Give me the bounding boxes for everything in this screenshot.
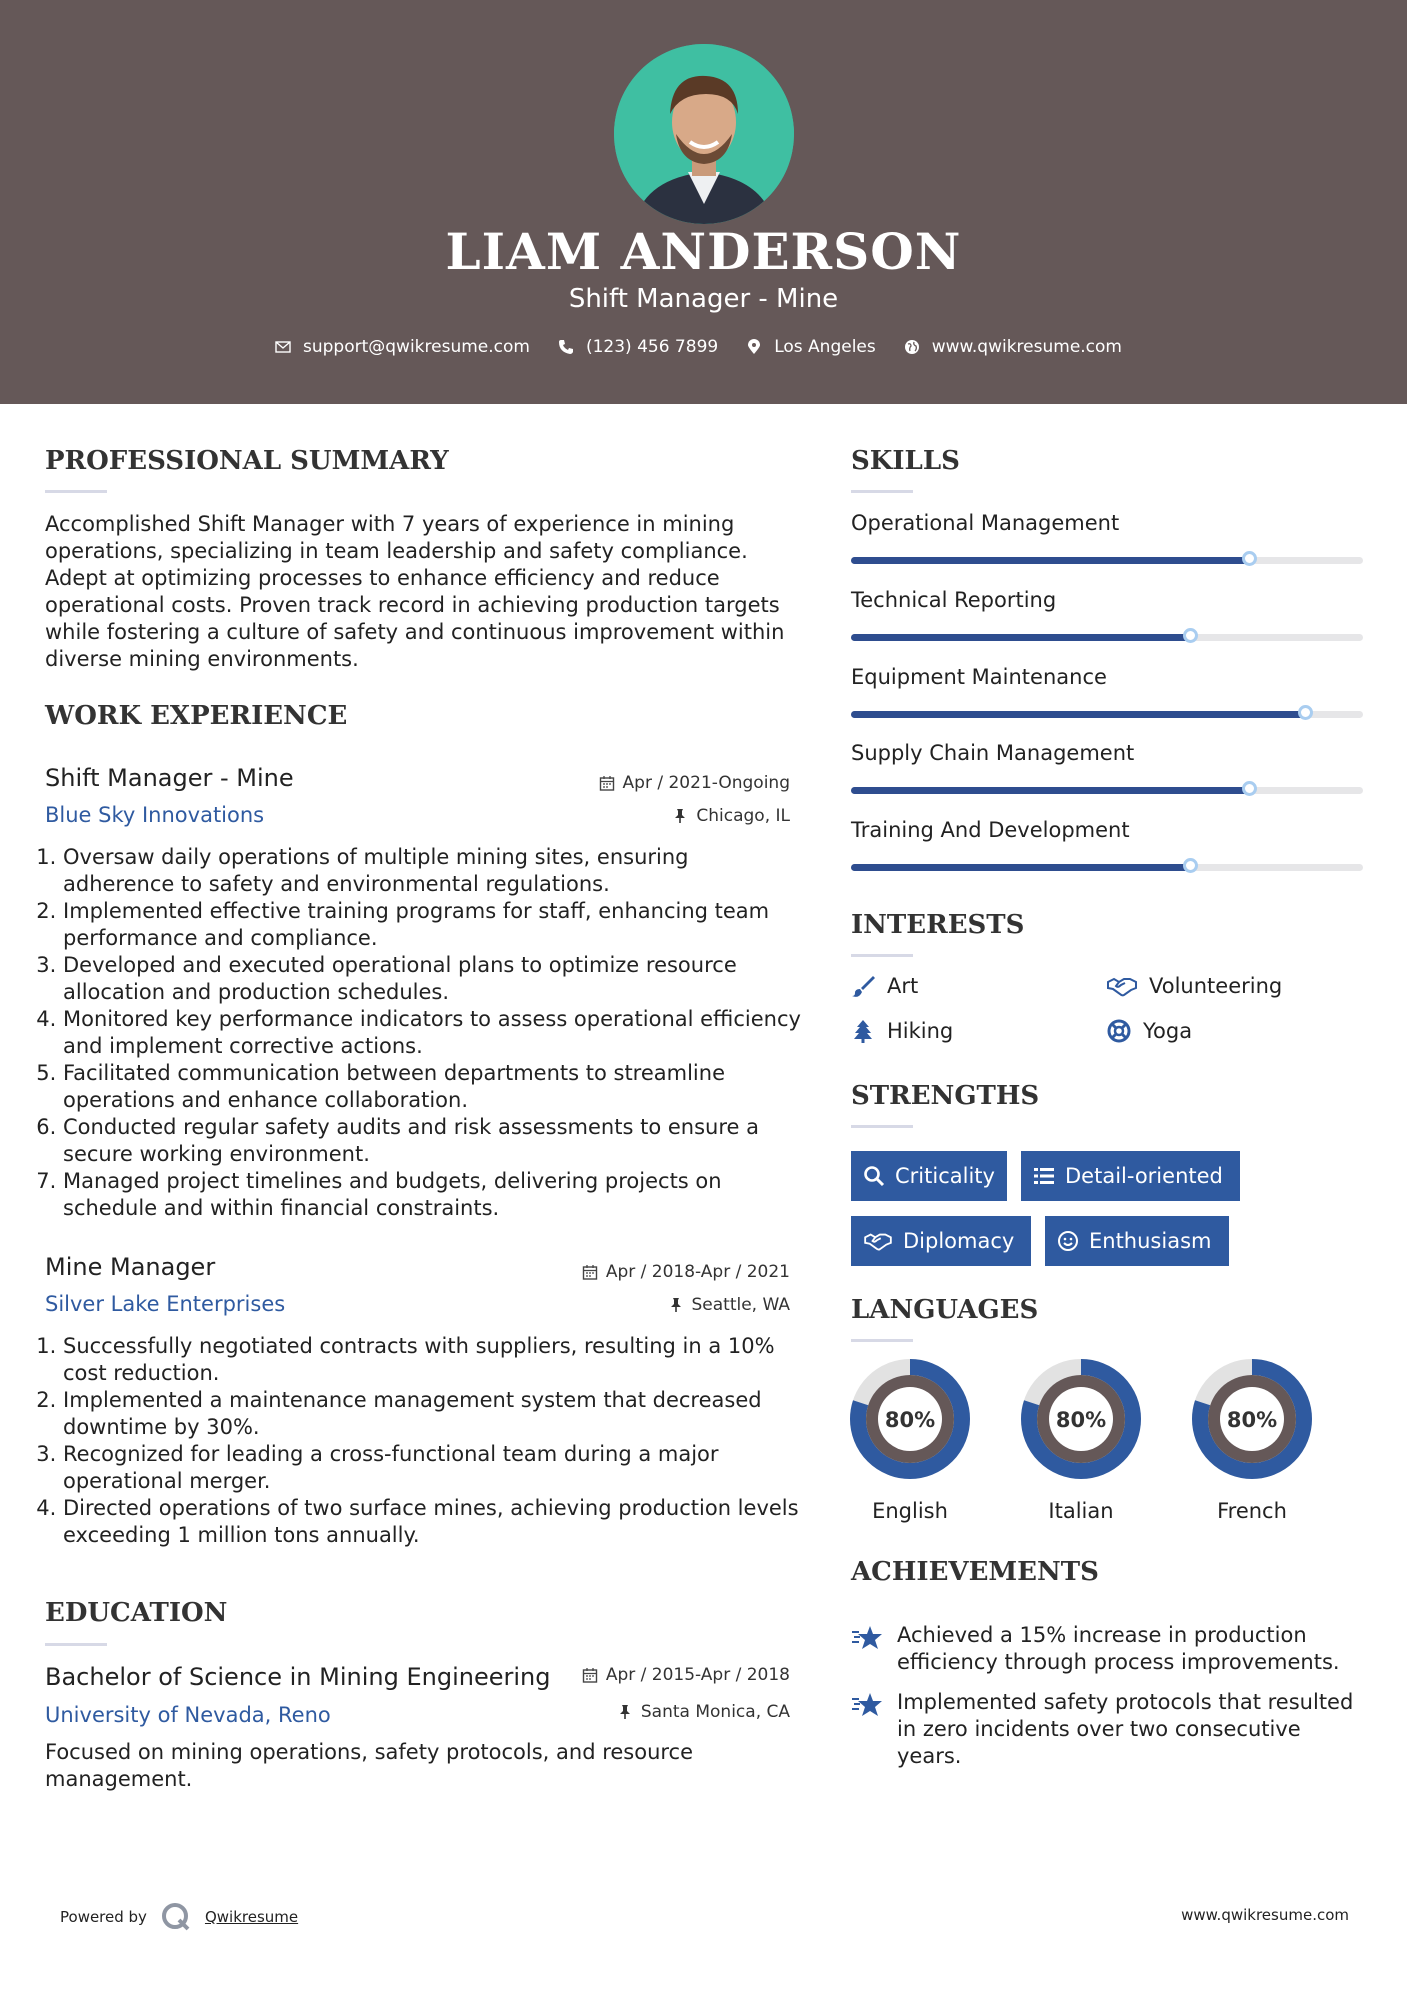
skill-bar-knob [1183,628,1198,643]
phone-icon [558,339,574,355]
job-2-date [490,1262,790,1282]
language-ring [1019,1357,1143,1481]
strength-chip [1045,1216,1229,1266]
job-1-company: Blue Sky Innovations [45,803,265,827]
calendar-icon [582,1667,598,1683]
job-2-date-text: Apr / 2018-Apr / 2021 [605,1262,790,1282]
language-label: French [1217,1499,1287,1523]
interests-underline [851,954,913,957]
language-english [848,1357,972,1523]
education-location [490,1702,790,1722]
job-1-location-text: Chicago, IL [696,806,790,826]
list-item: 3. Developed and executed operational plans to optimize resource allocation and production schedules. [63,952,803,1006]
skills-underline [851,490,913,493]
skill-label: Operational Management [851,511,1120,535]
candidate-title: Shift Manager - Mine [568,284,839,314]
job-2-bullets [45,1333,803,1549]
languages-heading: LANGUAGES [851,1295,1039,1325]
profile-photo [614,44,794,224]
pushpin-icon [668,1297,684,1313]
strength-label: Detail-oriented [1065,1164,1223,1188]
star-icon [851,1691,883,1719]
skill-bar-knob [1242,551,1257,566]
list-item: 3. Recognized for leading a cross-functional team during a major operational merger. [63,1441,803,1495]
skill-bar [851,787,1363,794]
education-description: Focused on mining operations, safety protocols, and resource management. [45,1740,694,1791]
contact-phone[interactable] [558,337,718,357]
summary-heading: PROFESSIONAL SUMMARY [45,446,449,476]
skill-bar [851,864,1363,871]
contact-email-text: support@qwikresume.com [303,337,530,357]
tree-icon [851,1019,875,1043]
list-item: 1. Successfully negotiated contracts with suppliers, resulting in a 10% cost reduction. [63,1333,803,1387]
pushpin-icon [672,808,688,824]
strength-label: Criticality [895,1164,995,1188]
skill-bar [851,634,1363,641]
achievement-item [851,1689,1371,1770]
footer-website[interactable]: www.qwikresume.com [1181,1906,1349,1924]
skill-label: Supply Chain Management [851,741,1135,765]
skill-bar-fill [851,864,1191,871]
strength-chip [851,1151,1007,1201]
search-icon [863,1165,885,1187]
calendar-icon [599,775,615,791]
skill-label: Training And Development [851,818,1130,842]
interest-hiking [851,1019,953,1043]
achievement-text: Achieved a 15% increase in production efficiency through process improvements. [897,1623,1340,1674]
contact-website[interactable] [904,337,1122,357]
skill-bar-knob [1242,781,1257,796]
summary-underline [45,490,107,493]
lifebuoy-icon [1107,1019,1131,1043]
handshake-icon [1107,974,1137,998]
language-percent: 80% [1226,1408,1278,1432]
languages-underline [851,1339,913,1342]
powered-by-text: Powered by [60,1908,147,1926]
skill-bar-knob [1183,858,1198,873]
qwikresume-link[interactable]: Qwikresume [204,1908,299,1926]
handshake-icon [863,1230,893,1252]
resume-header [0,0,1407,404]
skill-label: Equipment Maintenance [851,665,1107,689]
list-item: 1. Oversaw daily operations of multiple mining sites, ensuring adherence to safety and environmental regulations. [63,844,803,898]
education-date-text: Apr / 2015-Apr / 2018 [605,1665,790,1685]
map-pin-icon [746,339,762,355]
person-illustration [614,44,794,224]
candidate-name: LIAM ANDERSON [445,222,962,281]
achievement-item [851,1622,1371,1676]
language-italian [1019,1357,1143,1523]
education-heading: EDUCATION [45,1598,228,1628]
language-percent: 80% [1055,1408,1107,1432]
achievement-text: Implemented safety protocols that resulted in zero incidents over two consecutive years. [897,1690,1354,1768]
language-french [1190,1357,1314,1523]
summary-text: Accomplished Shift Manager with 7 years of experience in mining operations, specializing in team leadership and safety compliance. Adept at optimizing processes to enhance efficiency and reduce operational costs. Proven track record in achieving production targets while fostering a culture of safety and continuous improvement within diverse mining environments. [45,512,785,671]
list-icon [1033,1165,1055,1187]
contact-location-text: Los Angeles [774,337,876,357]
skill-bar [851,557,1363,564]
envelope-icon [275,339,291,355]
job-2-location-text: Seattle, WA [691,1295,790,1315]
strength-label: Diplomacy [903,1229,1015,1253]
skill-bar-fill [851,787,1250,794]
job-1-date [490,773,790,793]
interest-label: Hiking [887,1019,954,1043]
interest-yoga [1107,1019,1192,1043]
paintbrush-icon [851,974,875,998]
job-2-role: Mine Manager [45,1253,216,1281]
job-2-location [490,1295,790,1315]
list-item: 4. Monitored key performance indicators to assess operational efficiency and implement corrective actions. [63,1006,803,1060]
list-item: 2. Implemented a maintenance management system that decreased downtime by 30%. [63,1387,803,1441]
education-underline [45,1643,107,1646]
qwikresume-logo-icon [161,1902,191,1932]
achievements-heading: ACHIEVEMENTS [851,1557,1099,1587]
job-1-date-text: Apr / 2021-Ongoing [622,773,790,793]
language-percent: 80% [884,1408,936,1432]
language-ring [1190,1357,1314,1481]
education-school: University of Nevada, Reno [45,1703,331,1727]
strengths-heading: STRENGTHS [851,1081,1040,1111]
interests-heading: INTERESTS [851,910,1025,940]
strength-chip [851,1216,1031,1266]
list-item: 5. Facilitated communication between departments to streamline operations and enhance collaboration. [63,1060,803,1114]
experience-heading: WORK EXPERIENCE [45,701,348,731]
skill-bar [851,711,1363,718]
skill-bar-fill [851,557,1250,564]
contact-email[interactable] [275,337,530,357]
footer-powered-by [60,1902,298,1932]
contact-bar [0,337,1407,357]
interest-label: Volunteering [1149,974,1283,998]
calendar-icon [582,1264,598,1280]
language-ring [848,1357,972,1481]
list-item: 7. Managed project timelines and budgets, delivering projects on schedule and within financial constraints. [63,1168,803,1222]
strength-label: Enthusiasm [1089,1229,1212,1253]
interest-art [851,974,918,998]
skill-bar-fill [851,711,1306,718]
contact-website-text: www.qwikresume.com [931,337,1122,357]
skill-label: Technical Reporting [851,588,1057,612]
smile-icon [1057,1230,1079,1252]
job-1-role: Shift Manager - Mine [45,764,294,792]
skill-bar-fill [851,634,1191,641]
job-1-location [490,806,790,826]
language-label: English [872,1499,948,1523]
language-label: Italian [1048,1499,1114,1523]
interest-volunteering [1107,974,1282,998]
education-date [490,1665,790,1685]
list-item: 2. Implemented effective training programs for staff, enhancing team performance and compliance. [63,898,803,952]
strengths-underline [851,1125,913,1128]
interest-label: Art [887,974,919,998]
contact-phone-text: (123) 456 7899 [585,337,719,357]
education-degree: Bachelor of Science in Mining Engineering [45,1663,551,1691]
skills-heading: SKILLS [851,446,960,476]
skill-bar-knob [1298,705,1313,720]
globe-icon [904,339,920,355]
job-2-company: Silver Lake Enterprises [45,1292,286,1316]
pushpin-icon [617,1704,633,1720]
contact-location [746,337,876,357]
list-item: 4. Directed operations of two surface mines, achieving production levels exceeding 1 million tons annually. [63,1495,803,1549]
job-1-bullets [45,844,803,1222]
education-location-text: Santa Monica, CA [640,1702,790,1722]
list-item: 6. Conducted regular safety audits and risk assessments to ensure a secure working environment. [63,1114,803,1168]
star-icon [851,1624,883,1652]
interest-label: Yoga [1143,1019,1193,1043]
strength-chip [1021,1151,1240,1201]
